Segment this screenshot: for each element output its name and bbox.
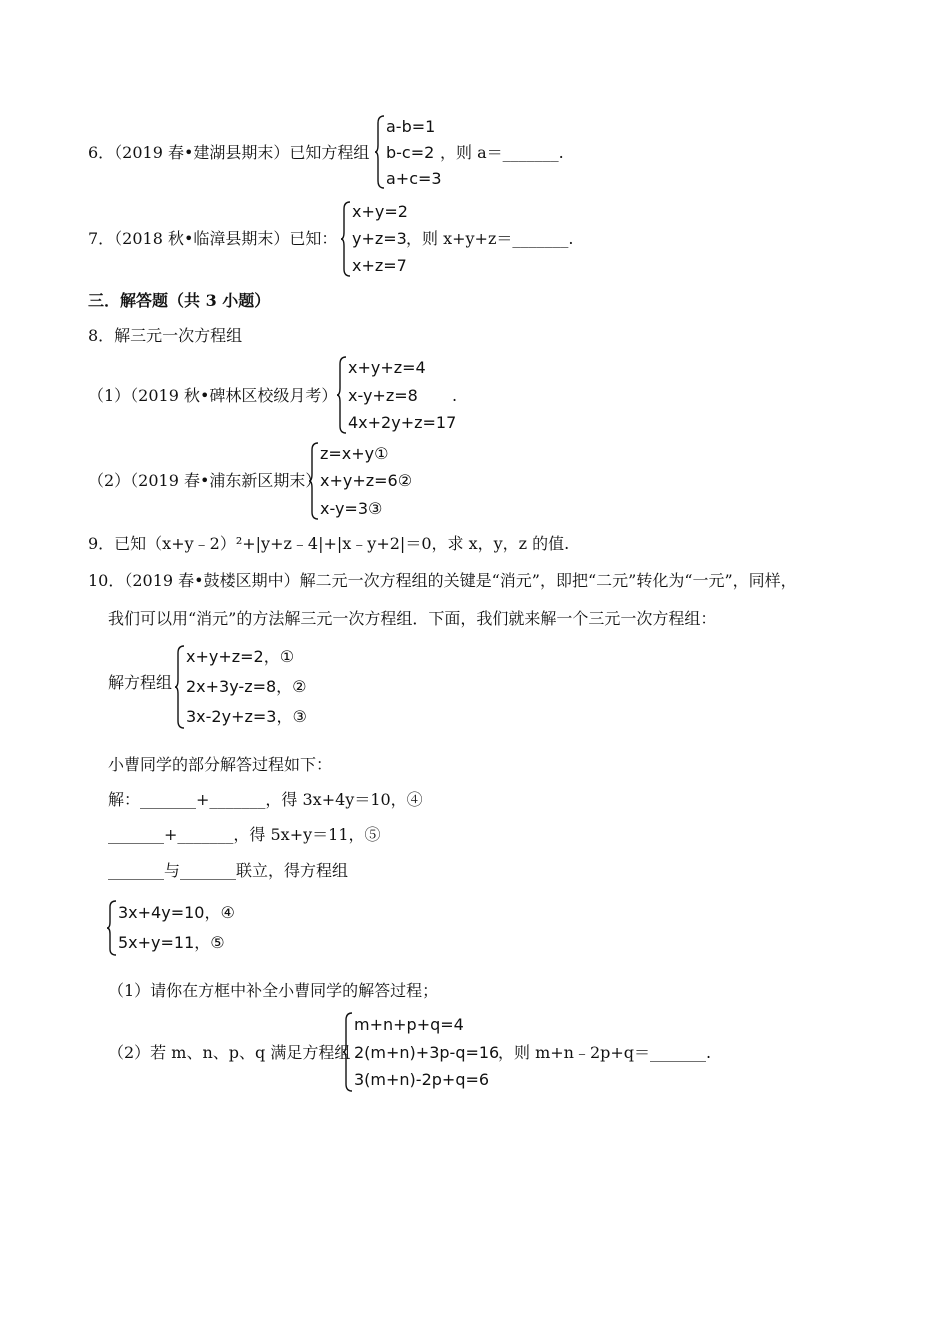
- q10-intro: 小曹同学的部分解答过程如下：: [108, 755, 333, 774]
- q6-suffix: ，则 a＝_______.: [440, 143, 564, 162]
- q10-sub1: （1）请你在方框中补全小曹同学的解答过程；: [108, 981, 439, 1000]
- q7-eq3: x+z=7: [352, 256, 407, 275]
- q8-title: 8．解三元一次方程组: [88, 326, 243, 345]
- q8-p1-eq1: x+y+z=4: [348, 358, 426, 377]
- q10-result-eq1: 3x+4y=10，④: [118, 903, 235, 922]
- q8-p2-brace: [308, 442, 320, 520]
- q10-line2: 我们可以用“消元”的方法解三元一次方程组．下面，我们就来解一个三元一次方程组：: [108, 609, 717, 628]
- q7-suffix: ，则 x+y+z＝_______.: [406, 229, 574, 248]
- q8-p2-prefix: （2）（2019 春•浦东新区期末）: [88, 471, 322, 490]
- q10-result-eq2: 5x+y=11，⑤: [118, 933, 225, 952]
- q6-eq3: a+c=3: [386, 169, 442, 188]
- section-title: 三．解答题（共 3 小题）: [88, 291, 271, 310]
- q10-sub2-eq2: 2(m+n)+3p-q=16: [354, 1043, 500, 1062]
- q10-sub2-prefix: （2）若 m、n、p、q 满足方程组: [108, 1043, 351, 1062]
- q10-result-brace: [106, 900, 118, 956]
- q10-step3: _______与_______联立，得方程组: [108, 861, 349, 880]
- q10-sub2-brace: [342, 1012, 354, 1092]
- q10-brace: [174, 645, 186, 729]
- q10-eq3: 3x-2y+z=3，③: [186, 707, 307, 726]
- q8-p1-brace: [336, 356, 348, 434]
- q6-brace: [374, 115, 386, 189]
- q7-eq2: y+z=3: [352, 229, 407, 248]
- q10-line1: 10．（2019 春•鼓楼区期中）解二元一次方程组的关键是“消元”，即把“二元”转化为“一元”，同样，: [88, 571, 797, 590]
- q10-step1: 解：_______+_______，得 3x+4y＝10，④: [108, 790, 423, 809]
- q8-p1-suffix: .: [452, 386, 458, 405]
- q6-eq2: b-c=2: [386, 143, 435, 162]
- q8-p2-eq2: x+y+z=6②: [320, 471, 413, 490]
- q8-p1-eq3: 4x+2y+z=17: [348, 413, 457, 432]
- q7-brace: [340, 201, 352, 277]
- q9-text: 9．已知（x+y﹣2）²+|y+z﹣4|+|x﹣y+2|＝0，求 x，y，z 的值.: [88, 534, 570, 553]
- q6-eq1: a-b=1: [386, 117, 436, 136]
- q10-system-label: 解方程组: [108, 673, 173, 692]
- q8-p2-eq1: z=x+y①: [320, 444, 389, 463]
- q10-sub2-eq3: 3(m+n)-2p+q=6: [354, 1070, 490, 1089]
- q8-p1-prefix: （1）（2019 秋•碑林区校级月考）: [88, 386, 338, 405]
- q10-step2: _______+_______，得 5x+y＝11，⑤: [108, 825, 381, 844]
- q8-p2-eq3: x-y=3③: [320, 499, 383, 518]
- q6-prefix: 6．（2019 春•建湖县期末）已知方程组: [88, 143, 370, 162]
- q8-p1-eq2: x-y+z=8: [348, 386, 418, 405]
- q10-sub2-suffix: ，则 m+n﹣2p+q＝_______.: [498, 1043, 712, 1062]
- q10-eq1: x+y+z=2，①: [186, 647, 295, 666]
- q7-eq1: x+y=2: [352, 202, 408, 221]
- q10-sub2-eq1: m+n+p+q=4: [354, 1015, 464, 1034]
- q10-eq2: 2x+3y-z=8，②: [186, 677, 307, 696]
- q7-prefix: 7．（2018 秋•临漳县期末）已知：: [88, 229, 338, 248]
